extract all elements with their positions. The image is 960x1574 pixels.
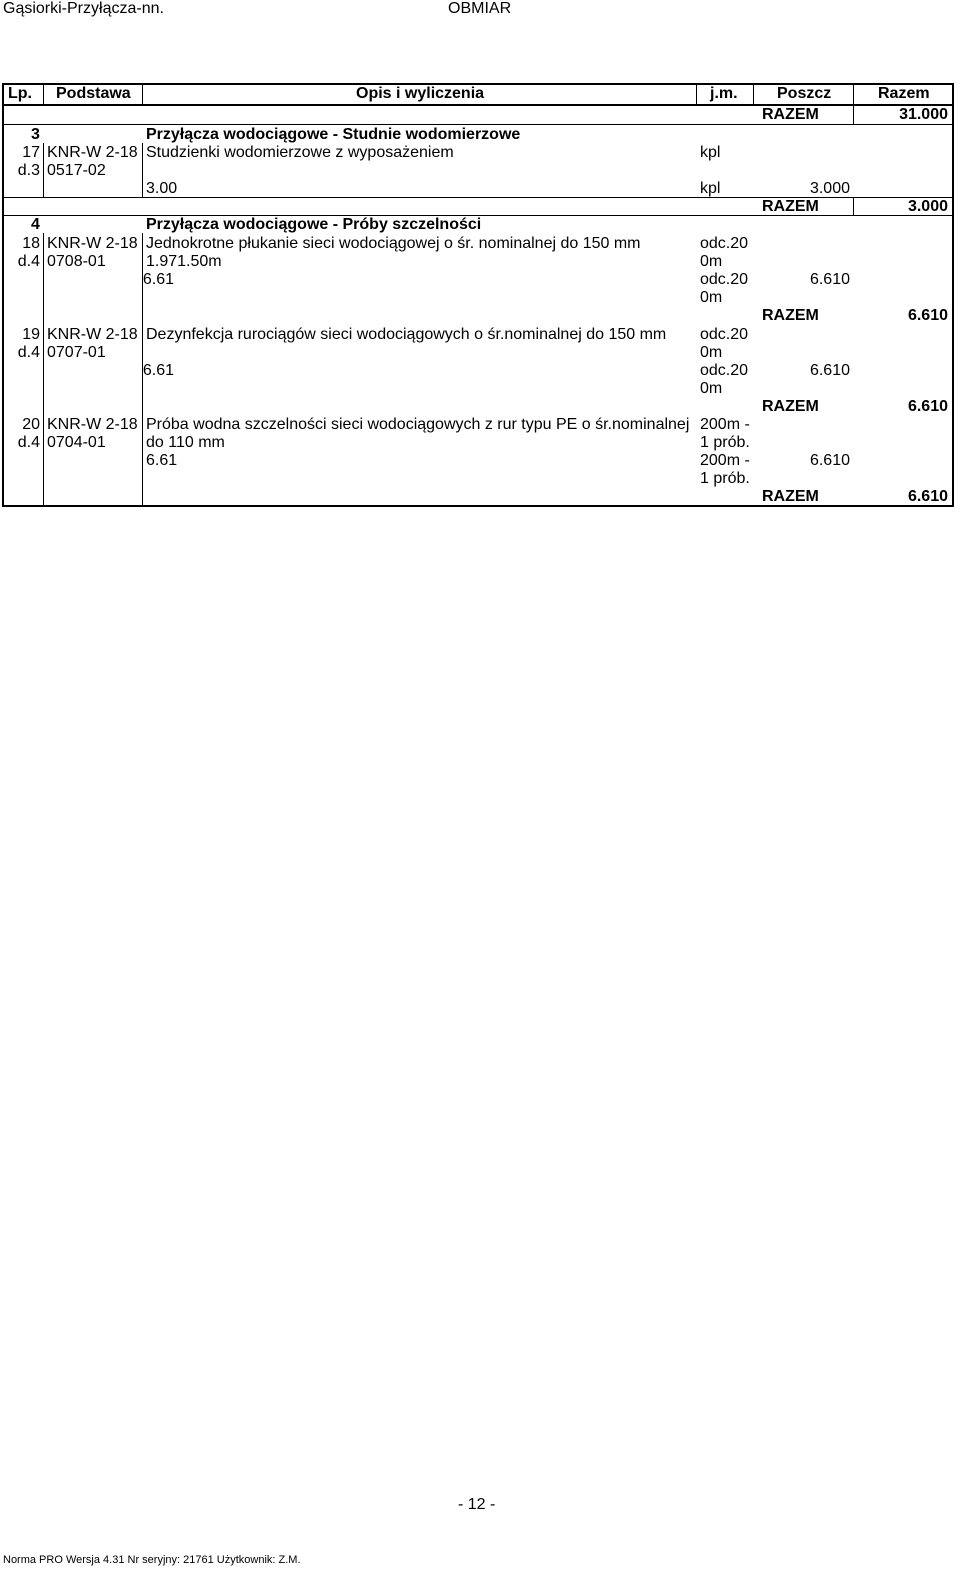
row-poszcz-value: 6.610	[809, 271, 850, 288]
row-podstawa-code: 0704-01	[47, 434, 106, 451]
column-divider	[753, 83, 754, 105]
row-calculation-unit: 0m	[700, 289, 723, 306]
column-header-lp: Lp.	[8, 85, 32, 102]
section-number: 4	[31, 216, 40, 233]
software-footer: Norma PRO Wersja 4.31 Nr seryjny: 21761 Użytkownik: Z.M.	[3, 1554, 301, 1566]
row-calculation-unit: 1 prób.	[700, 470, 750, 487]
row-description: Dezynfekcja rurociągów sieci wodociągowych o śr.nominalnej do 150 mm	[146, 326, 667, 343]
row-poszcz-value: 6.610	[809, 452, 850, 469]
row-description: Jednokrotne płukanie sieci wodociągowej o śr. nominalnej do 150 mm	[146, 235, 641, 252]
row-podstawa: KNR-W 2-18	[47, 326, 138, 343]
column-divider	[43, 233, 44, 506]
row-calculation: 3.00	[146, 180, 178, 197]
row-lp: 20	[22, 416, 40, 433]
column-header-podstawa: Podstawa	[56, 85, 131, 102]
column-header-jm: j.m.	[710, 85, 738, 102]
column-divider	[853, 83, 854, 105]
razem-value: 3.000	[907, 198, 948, 215]
column-divider	[43, 143, 44, 197]
column-header-opis: Opis i wyliczenia	[356, 85, 485, 102]
row-lp: 17	[22, 144, 40, 161]
row-poszcz-value: 3.000	[809, 180, 850, 197]
row-lp-ref: d.3	[17, 162, 40, 179]
row-podstawa: KNR-W 2-18	[47, 235, 138, 252]
razem-value: 6.610	[907, 488, 948, 505]
row-unit: odc.20	[700, 326, 749, 343]
row-podstawa: KNR-W 2-18	[47, 416, 138, 433]
row-lp-ref: d.4	[17, 434, 40, 451]
row-description: Próba wodna szczelności sieci wodociągowych z rur typu PE o śr.nominalnej	[146, 416, 690, 433]
column-divider	[696, 83, 697, 105]
razem-value: 31.000	[899, 106, 948, 123]
razem-label: RAZEM	[762, 106, 819, 123]
column-divider	[853, 104, 854, 124]
column-divider	[142, 83, 143, 105]
document-title: Gąsiorki-Przyłącza-nn.	[3, 0, 164, 17]
row-unit: 200m -	[700, 416, 750, 433]
section-title: Przyłącza wodociągowe - Studnie wodomierzowe	[146, 126, 521, 143]
row-podstawa-code: 0707-01	[47, 344, 106, 361]
section-title: Przyłącza wodociągowe - Próby szczelności	[146, 216, 482, 233]
row-calculation-unit: odc.20	[700, 271, 749, 288]
razem-label: RAZEM	[762, 198, 819, 215]
row-calculation-unit: 0m	[700, 380, 723, 397]
row-calculation-unit: kpl	[700, 180, 721, 197]
page-number: - 12 -	[458, 1496, 496, 1513]
row-calculation-unit: 200m -	[700, 452, 750, 469]
row-description: Studzienki wodomierzowe z wyposażeniem	[146, 144, 454, 161]
razem-value: 6.610	[907, 307, 948, 324]
row-calculation-unit: odc.20	[700, 362, 749, 379]
razem-label: RAZEM	[762, 307, 819, 324]
row-podstawa-code: 0708-01	[47, 253, 106, 270]
row-description-cont: do 110 mm	[146, 434, 225, 451]
row-lp: 19	[22, 326, 40, 343]
row-calculation: 1.971.50m	[146, 253, 222, 270]
row-calculation: 6.61	[142, 271, 174, 288]
row-lp-ref: d.4	[17, 344, 40, 361]
row-unit: kpl	[700, 144, 721, 161]
razem-label: RAZEM	[762, 488, 819, 505]
column-divider	[853, 197, 854, 215]
row-lp: 18	[22, 235, 40, 252]
row-unit: odc.20	[700, 235, 749, 252]
row-unit: 0m	[700, 344, 723, 361]
row-podstawa: KNR-W 2-18	[47, 144, 138, 161]
razem-label: RAZEM	[762, 398, 819, 415]
row-lp-ref: d.4	[17, 253, 40, 270]
column-divider	[43, 83, 44, 105]
row-poszcz-value: 6.610	[809, 362, 850, 379]
row-unit: 1 prób.	[700, 434, 750, 451]
razem-value: 6.610	[907, 398, 948, 415]
obmiar-table	[2, 83, 954, 507]
row-unit: 0m	[700, 253, 723, 270]
row-separator	[2, 124, 954, 125]
row-podstawa-code: 0517-02	[47, 162, 106, 179]
row-calculation: 6.61	[142, 362, 174, 379]
column-divider	[142, 143, 143, 197]
row-calculation: 6.61	[146, 452, 178, 469]
column-header-razem: Razem	[878, 85, 930, 102]
section-number: 3	[31, 126, 40, 143]
document-section-label: OBMIAR	[448, 0, 512, 17]
column-header-poszcz: Poszcz	[777, 85, 832, 102]
